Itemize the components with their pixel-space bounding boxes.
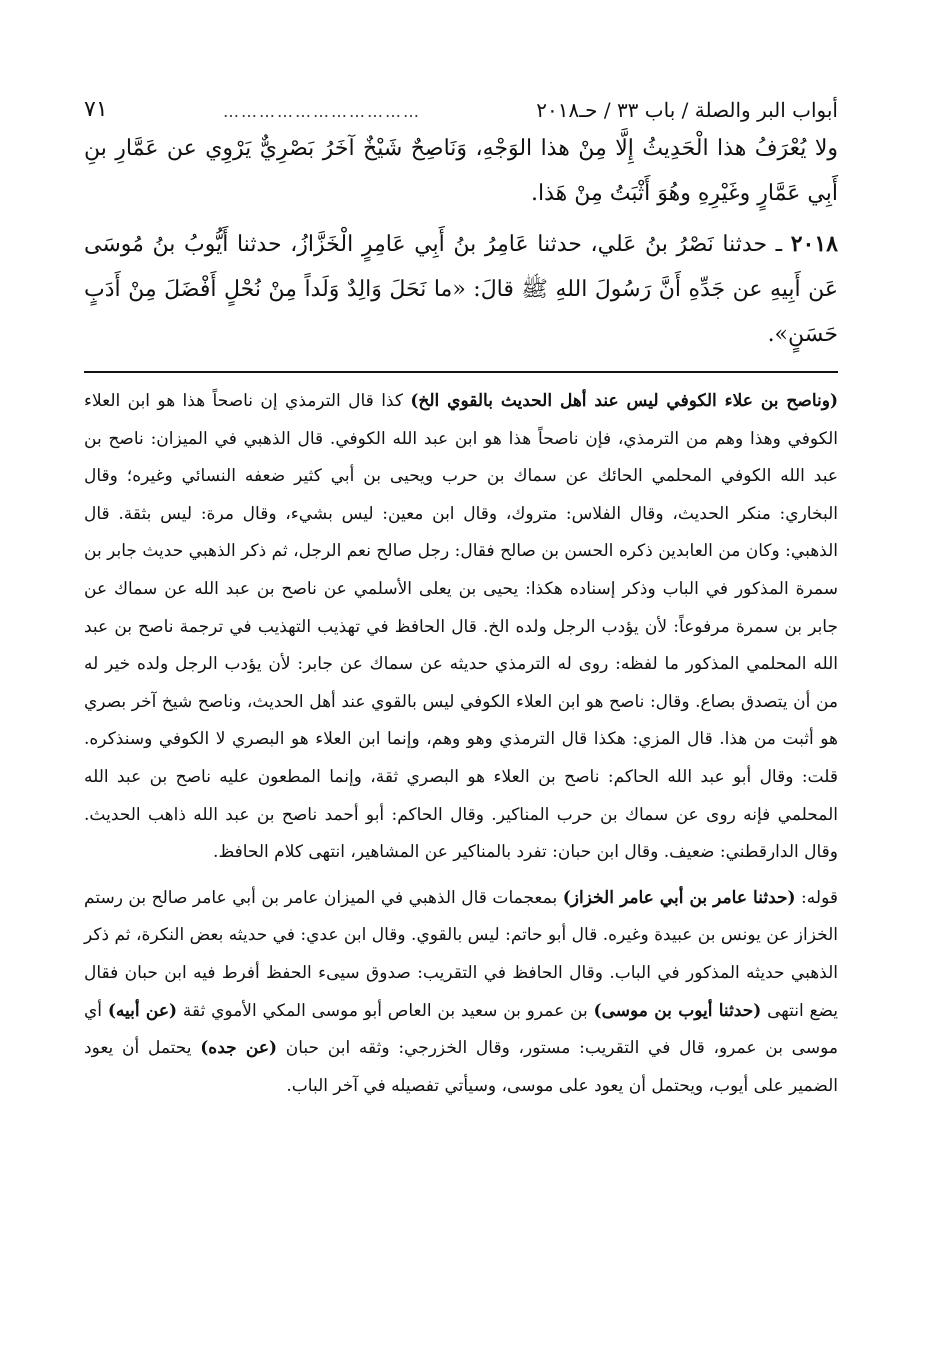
commentary-text-2c: أي موسى بن عمرو، قال في التقريب: مستور، وقال الخزرجي: وثقه ابن حبان	[84, 1000, 838, 1059]
commentary-lead-2: قوله:	[795, 887, 838, 908]
commentary-heading-2d: (عن جده)	[200, 1038, 278, 1059]
hadith-text: ـ حدثنا نَصْرُ بنُ عَلي، حدثنا عَامِرُ بنُ أَبِي عَامِرٍ الْخَزَّازُ، حدثنا أَيُّوبُ بنُ مُوسَى عَن أَبِيهِ عن جَدِّهِ أَنَّ رَسُولَ اللهِ ﷺ قالَ: «ما نَحَلَ وَالِدٌ وَلَداً مِنْ نُحْلٍ أَفْضَلَ مِنْ أَدَبٍ حَسَنٍ».	[84, 232, 838, 347]
commentary-text-2d: يحتمل أن يعود الضمير على أيوب، ويحتمل أن يعود على موسى، وسيأتي تفصيله في آخر الباب.	[84, 1038, 838, 1096]
commentary-heading-2c: (عن أبيه)	[107, 1000, 178, 1021]
page-number: ٧١	[84, 97, 108, 122]
footnote-separator	[84, 371, 838, 373]
hadith-number: ٢٠١٨	[790, 231, 838, 257]
commentary-heading-1: (وناصح بن علاء الكوفي ليس عند أهل الحديث بالقوي الخ)	[410, 391, 838, 411]
commentary-heading-2b: (حدثنا أيوب بن موسى)	[593, 1000, 762, 1021]
commentary-paragraph-1	[84, 383, 838, 872]
running-title: أبواب البر والصلة / باب ٣٣ / حـ٢٠١٨	[536, 98, 838, 122]
commentary-text-2a: بمعجمات قال الذهبي في الميزان عامر بن أبي عامر صالح بن رستم الخزاز عن يونس بن عبيدة وغيره. قال أبو حاتم: ليس بالقوي. وقال ابن عدي: في حديثه بعض النكرة، ثم ذكر الذهبي حديثه المذكور في الباب. وقال الحافظ في التقريب: صدوق سيىء الحفظ أفرط فيه ابن حبان فقال يضع انتهى	[84, 887, 839, 1021]
hadith-paragraph	[84, 222, 838, 357]
leader-dots: ……………………………	[222, 102, 421, 121]
main-text	[84, 126, 838, 357]
commentary-heading-2: (حدثنا عامر بن أبي عامر الخزاز)	[562, 887, 796, 908]
commentary	[84, 383, 838, 1105]
commentary-paragraph-2	[84, 880, 838, 1106]
running-header	[84, 78, 838, 122]
book-page	[84, 78, 838, 1105]
commentary-text-2b: بن عمرو بن سعيد بن العاص أبو موسى المكي الأموي ثقة	[177, 1000, 594, 1021]
main-paragraph-1: ولا يُعْرَفُ هذا الْحَدِيثُ إِلَّا مِنْ هذا الوَجْهِ، وَنَاصِحٌ شَيْخٌ آخَرُ بَصْرِيٌّ يَرْوِي عن عَمَّارِ بنِ أَبِي عَمَّارٍ وغَيْرِهِ وهُوَ أَثْبَتُ مِنْ هَذا.	[84, 136, 838, 206]
commentary-text-1: كذا قال الترمذي إن ناصحاً هذا هو ابن العلاء الكوفي وهذا وهم من الترمذي، فإن ناصحاً هذا هو ابن عبد الله الكوفي. قال الذهبي في الميزان: ناصح بن عبد الله الكوفي المحلمي الحائك عن سماك بن حرب ويحيى بن أبي كثير ضعفه النسائي وغيره؛ وقال البخاري: منكر الحديث، وقال الفلاس: متروك، وقال ابن معين: ليس بشيء، وقال مرة: ليس بثقة. قال الذهبي: وكان من العابدين ذكره الحسن بن صالح فقال: رجل صالح نعم الرجل، ثم ذكر الذهبي حديث جابر بن سمرة المذكور في الباب وذكر إسناده هكذا: يحيى بن يعلى الأسلمي عن ناصح بن عبد الله عن سماك عن جابر بن سمرة مرفوعاً: لأن يؤدب الرجل ولده الخ. قال الحافظ في تهذيب التهذيب في ترجمة ناصح بن عبد الله المحلمي المذكور ما لفظه: روى له الترمذي حديثه عن سماك عن جابر: لأن يؤدب الرجل ولده خير له من أن يتصدق بصاع. وقال: ناصح هو ابن العلاء الكوفي ليس بالقوي عند أهل الحديث، وناصح شيخ آخر بصري هو أثبت من هذا. قال المزي: هكذا قال الترمذي وهو وهم، وإنما ابن العلاء هو البصري لا الكوفي وسنذكره. قلت: وقال أبو عبد الله الحاكم: ناصح بن العلاء هو البصري ثقة، وإنما المطعون عليه ناصح بن عبد الله المحلمي فإنه روى عن سماك بن حرب المناكير. وقال الحاكم: أبو أحمد ناصح بن عبد الله ذاهب الحديث. وقال الدارقطني: ضعيف. وقال ابن حبان: تفرد بالمناكير عن المشاهير، انتهى كلام الحافظ.	[84, 391, 838, 863]
